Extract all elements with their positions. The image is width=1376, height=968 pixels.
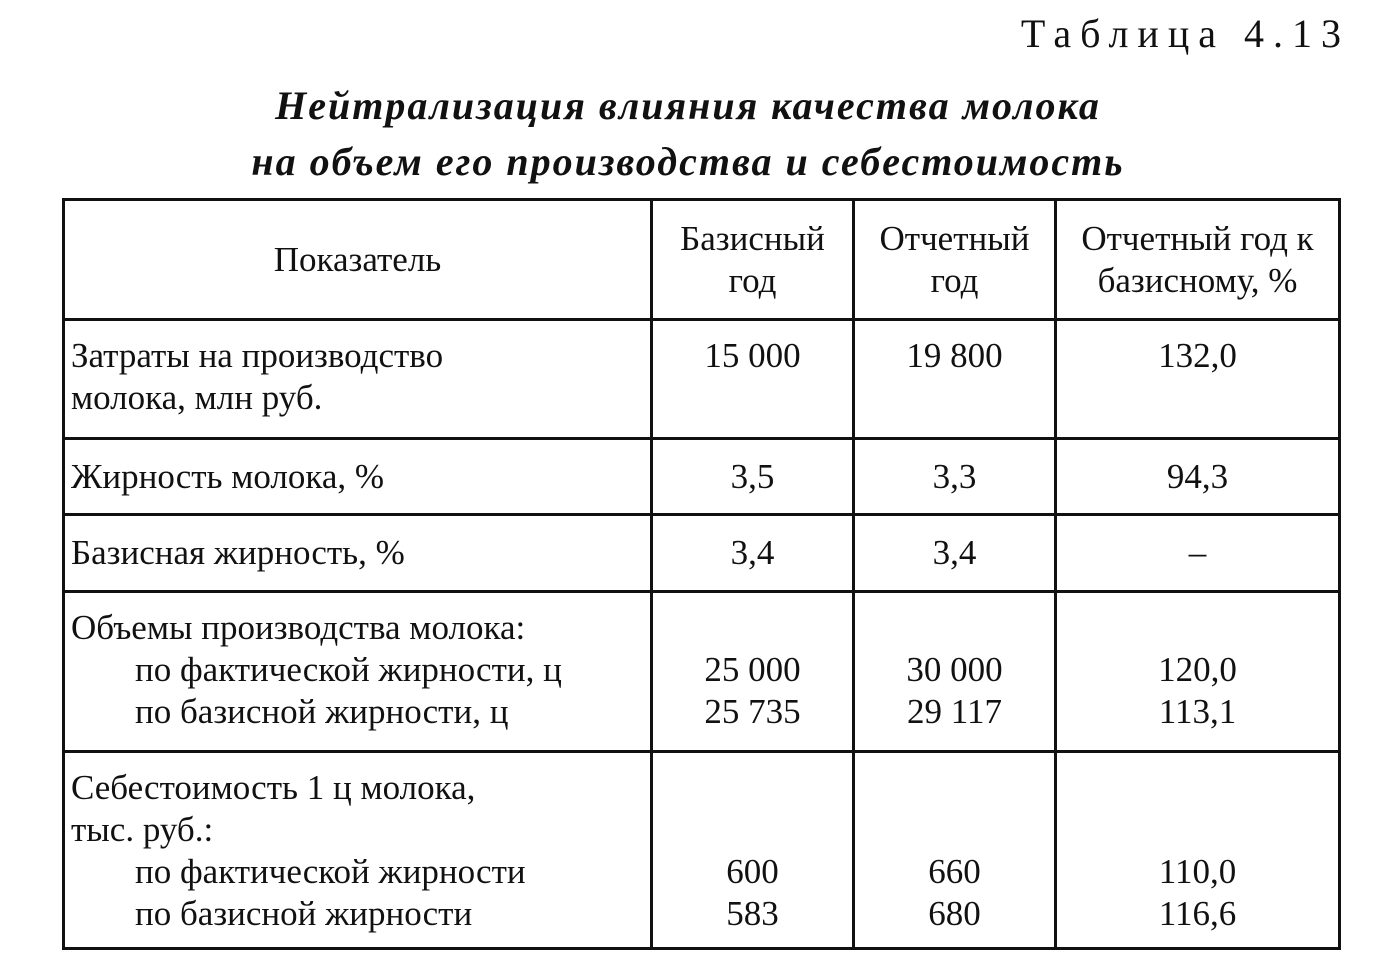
data-table <box>62 198 1341 950</box>
table-row-production-volume <box>64 591 1340 752</box>
cell-base-year: 3,5 <box>652 438 854 514</box>
sub-value: 583 <box>726 894 779 934</box>
sub-row-label: по фактической жирности <box>135 852 526 892</box>
cell-ratio <box>1056 752 1340 949</box>
row-label-line-2: молока, млн руб. <box>71 378 323 418</box>
header-report-year-line-1: Отчетный <box>879 218 1030 258</box>
cell-report-year <box>854 591 1056 752</box>
header-ratio <box>1056 200 1340 320</box>
sub-value: 113,1 <box>1158 691 1237 731</box>
sub-value: 25 735 <box>704 691 801 731</box>
header-report-year <box>854 200 1056 320</box>
sub-value: 680 <box>928 894 981 934</box>
cell-report-year <box>854 752 1056 949</box>
sub-row-label: по фактической жирности, ц <box>135 649 562 689</box>
header-row <box>64 200 1340 320</box>
sub-value: 120,0 <box>1158 649 1237 689</box>
header-base-year-line-2: год <box>728 260 777 300</box>
cell-report-year: 19 800 <box>854 320 1056 438</box>
row-label-line-1: Себестоимость 1 ц молока, <box>71 768 476 808</box>
header-ratio-line-2: базисному, % <box>1097 260 1298 300</box>
table-row-milk-fat <box>64 438 1340 514</box>
table-number: Таблица 4.13 <box>1020 11 1350 56</box>
cell-base-year <box>652 752 854 949</box>
sub-value: 29 117 <box>907 691 1002 731</box>
sub-value: 110,0 <box>1158 852 1237 892</box>
header-base-year <box>652 200 854 320</box>
table-row-unit-cost <box>64 752 1340 949</box>
sub-value: 30 000 <box>906 649 1003 689</box>
table-title-line-2: на объем его производства и себестоимость <box>251 139 1125 184</box>
cell-report-year: 3,4 <box>854 515 1056 591</box>
table-title-line-1: Нейтрализация влияния качества молока <box>275 83 1101 128</box>
header-indicator <box>64 200 652 320</box>
sub-value: 660 <box>928 852 981 892</box>
header-ratio-line-1: Отчетный год к <box>1081 218 1314 258</box>
cell-base-year <box>652 591 854 752</box>
cell-ratio: – <box>1056 515 1340 591</box>
table-row-base-fat <box>64 515 1340 591</box>
sub-value: 116,6 <box>1158 894 1237 934</box>
row-label: Базисная жирность, % <box>64 515 652 591</box>
cell-ratio <box>1056 591 1340 752</box>
sub-row-label: по базисной жирности <box>135 894 473 934</box>
row-label <box>64 320 652 438</box>
row-label-line-1: Объемы производства молока: <box>71 607 526 647</box>
header-indicator-label: Показатель <box>273 239 442 279</box>
row-label <box>64 591 652 752</box>
cell-base-year: 15 000 <box>652 320 854 438</box>
sub-value: 25 000 <box>704 649 801 689</box>
sub-value: 600 <box>726 852 779 892</box>
table-title <box>0 78 1376 190</box>
row-label-line-1: Затраты на производство <box>71 336 444 376</box>
sub-row-label: по базисной жирности, ц <box>135 691 509 731</box>
cell-ratio: 132,0 <box>1056 320 1340 438</box>
row-label: Жирность молока, % <box>64 438 652 514</box>
table-row-production-costs <box>64 320 1340 438</box>
cell-ratio: 94,3 <box>1056 438 1340 514</box>
cell-report-year: 3,3 <box>854 438 1056 514</box>
row-label-line-2: тыс. руб.: <box>71 810 214 850</box>
row-label <box>64 752 652 949</box>
cell-base-year: 3,4 <box>652 515 854 591</box>
header-base-year-line-1: Базисный <box>680 218 825 258</box>
header-report-year-line-2: год <box>930 260 979 300</box>
